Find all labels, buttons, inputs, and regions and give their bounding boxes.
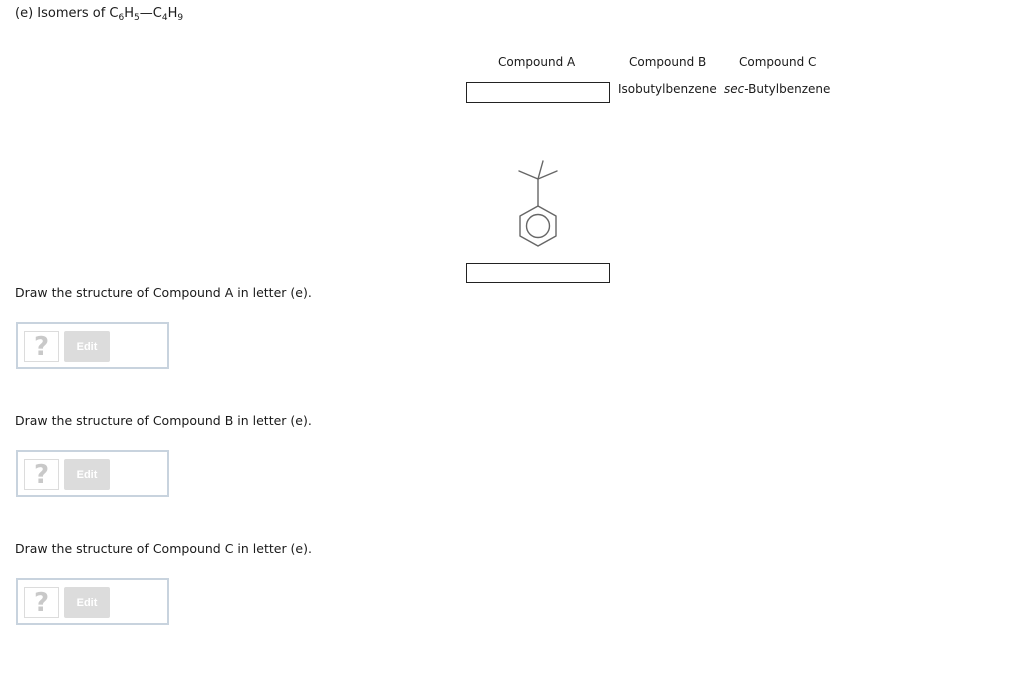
drawing-widget-compound-b[interactable] (16, 450, 169, 497)
name-label-isobutylbenzene[interactable]: Isobutylbenzene (618, 82, 717, 96)
question-prompt-compound-c: Draw the structure of Compound C in letter (e). (15, 541, 312, 556)
drawing-widget-compound-a[interactable] (16, 322, 169, 369)
question-prompt-compound-a: Draw the structure of Compound A in letter (e). (15, 285, 312, 300)
help-question-icon[interactable]: ? (24, 459, 59, 490)
compound-a-name-dropzone[interactable] (466, 82, 610, 103)
edit-button-compound-b[interactable]: Edit (64, 459, 110, 490)
tert-butylbenzene-structure (510, 155, 565, 247)
compound-a-header: Compound A (498, 55, 576, 69)
drawing-widget-compound-c[interactable] (16, 578, 169, 625)
edit-button-compound-c[interactable]: Edit (64, 587, 110, 618)
help-question-icon[interactable]: ? (24, 331, 59, 362)
page-title: (e) Isomers of $C_6H_5—C_4H_9$ (15, 6, 184, 23)
compound-c-header: Compound C (739, 55, 817, 69)
help-question-icon[interactable]: ? (24, 587, 59, 618)
edit-button-compound-a[interactable]: Edit (64, 331, 110, 362)
structure-name-dropzone[interactable] (466, 263, 610, 283)
name-label-sec-butylbenzene[interactable]: sec-Butylbenzene (724, 82, 831, 96)
question-prompt-compound-b: Draw the structure of Compound B in letter (e). (15, 413, 312, 428)
compound-b-header: Compound B (629, 55, 707, 69)
